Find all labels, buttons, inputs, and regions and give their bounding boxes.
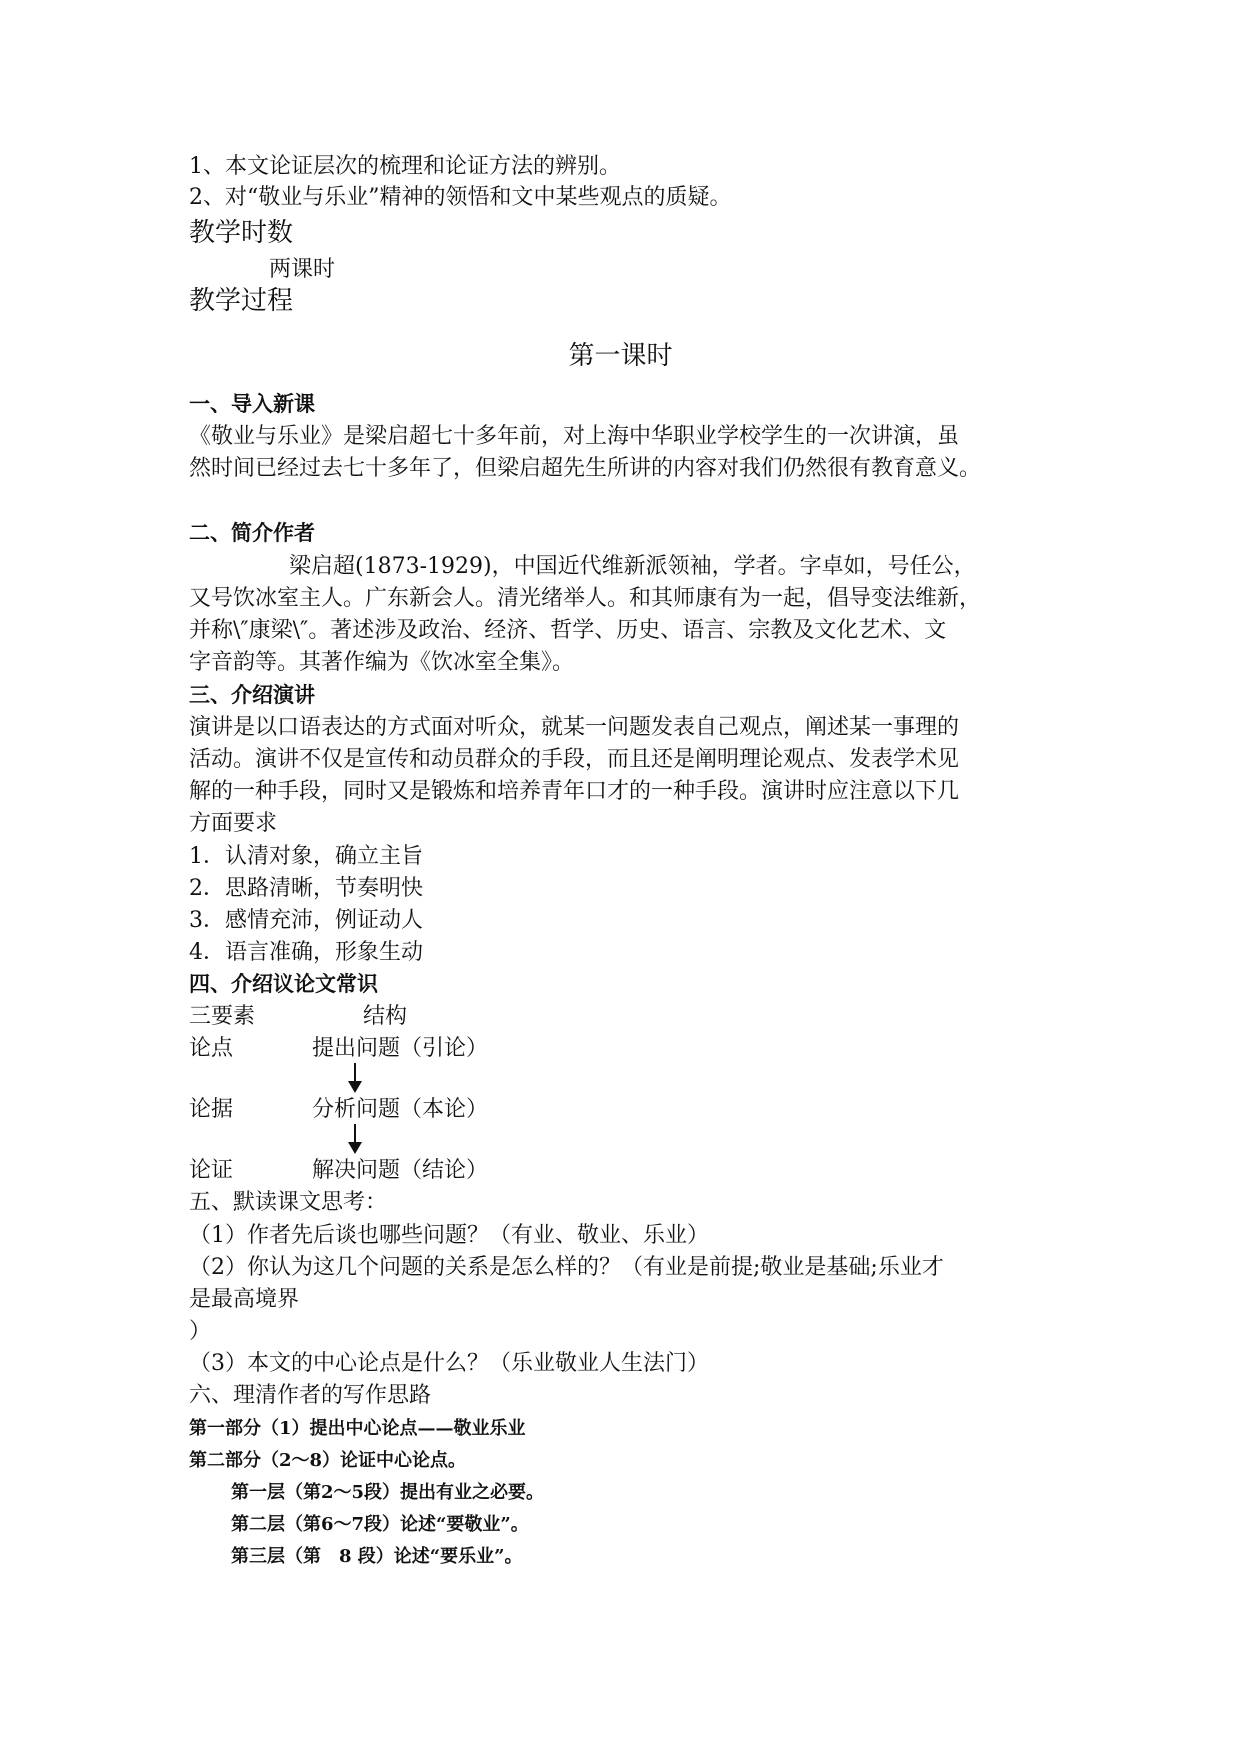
section-reading-heading: 五、默读课文思考：: [189, 1190, 388, 1215]
reading-line-4: ）: [189, 1319, 212, 1344]
col-header-structure: 结构: [363, 1004, 408, 1029]
structure-part-1: 第一部分（1）提出中心论点——敬业乐业: [189, 1418, 526, 1439]
section-intro-heading: 一、导入新课: [189, 392, 315, 416]
speech-item-4: 4．语言准确，形象生动: [189, 940, 423, 965]
section-structure-heading: 六、理清作者的写作思路: [189, 1383, 432, 1408]
section-author-heading: 二、简介作者: [189, 521, 315, 545]
argument-element: 论据: [189, 1097, 234, 1122]
argument-row: [189, 1154, 589, 1187]
argument-row: [189, 1093, 589, 1126]
author-line-4: 字音韵等。其著作编为《饮冰室全集》。: [189, 650, 575, 675]
hours-heading: 教学时数: [189, 218, 294, 248]
argument-col-headers: [189, 1000, 589, 1033]
process-heading: 教学过程: [189, 286, 294, 316]
speech-line-2: 活动。演讲不仅是宣传和动员群众的手段，而且还是阐明理论观点、发表学术见: [189, 747, 960, 772]
speech-line-1: 演讲是以口语表达的方式面对听众，就某一问题发表自己观点，阐述某一事理的: [189, 715, 960, 740]
argument-structure: 解决问题（结论）: [312, 1158, 489, 1183]
reading-line-3: 是最高境界: [189, 1287, 300, 1312]
intro-line-2: 然时间已经过去七十多年了，但梁启超先生所讲的内容对我们仍然很有教育意义。: [189, 456, 982, 481]
speech-item-2: 2．思路清晰，节奏明快: [189, 876, 423, 901]
speech-item-3: 3．感情充沛，例证动人: [189, 908, 423, 933]
reading-line-1: （1）作者先后谈也哪些问题？（有业、敬业、乐业）: [189, 1223, 709, 1248]
argument-element: 论证: [189, 1158, 234, 1183]
section-speech-heading: 三、介绍演讲: [189, 683, 315, 707]
author-line-3: 并称\″康梁\″。著述涉及政治、经济、哲学、历史、语言、宗教及文化艺术、文: [189, 618, 947, 643]
lesson-title: 第一课时: [568, 341, 673, 371]
intro-line-1: 《敬业与乐业》是梁启超七十多年前，对上海中华职业学校学生的一次讲演，虽: [189, 424, 960, 449]
structure-layer-1: 第一层（第2～5段）提出有业之必要。: [231, 1482, 545, 1503]
col-header-elements: 三要素: [189, 1004, 256, 1029]
author-line-1: 梁启超(1873-1929)，中国近代维新派领袖，学者。字卓如，号任公，: [289, 554, 976, 579]
hours-value: 两课时: [269, 257, 336, 282]
structure-part-2: 第二部分（2～8）论证中心论点。: [189, 1450, 467, 1471]
reading-line-2: （2）你认为这几个问题的关系是怎么样的？（有业是前提;敬业是基础;乐业才: [189, 1255, 944, 1280]
speech-line-4: 方面要求: [189, 811, 278, 836]
objective-2: 2、对“敬业与乐业”精神的领悟和文中某些观点的质疑。: [189, 185, 732, 210]
argument-structure: 提出问题（引论）: [312, 1036, 489, 1061]
section-argument-heading: 四、介绍议论文常识: [189, 972, 378, 996]
argument-row: [189, 1032, 589, 1065]
objective-1: 1、本文论证层次的梳理和论证方法的辨别。: [189, 154, 621, 179]
speech-line-3: 解的一种手段，同时又是锻炼和培养青年口才的一种手段。演讲时应注意以下几: [189, 779, 960, 804]
structure-layer-2: 第二层（第6～7段）论述“要敬业”。: [231, 1514, 529, 1535]
argument-structure: 分析问题（本论）: [312, 1097, 489, 1122]
reading-line-5: （3）本文的中心论点是什么？（乐业敬业人生法门）: [189, 1351, 709, 1376]
argument-element: 论点: [189, 1036, 234, 1061]
structure-layer-3: 第三层（第 8 段）论述“要乐业”。: [231, 1546, 523, 1567]
speech-item-1: 1．认清对象，确立主旨: [189, 844, 423, 869]
author-line-2: 又号饮冰室主人。广东新会人。清光绪举人。和其师康有为一起，倡导变法维新，: [189, 586, 982, 611]
